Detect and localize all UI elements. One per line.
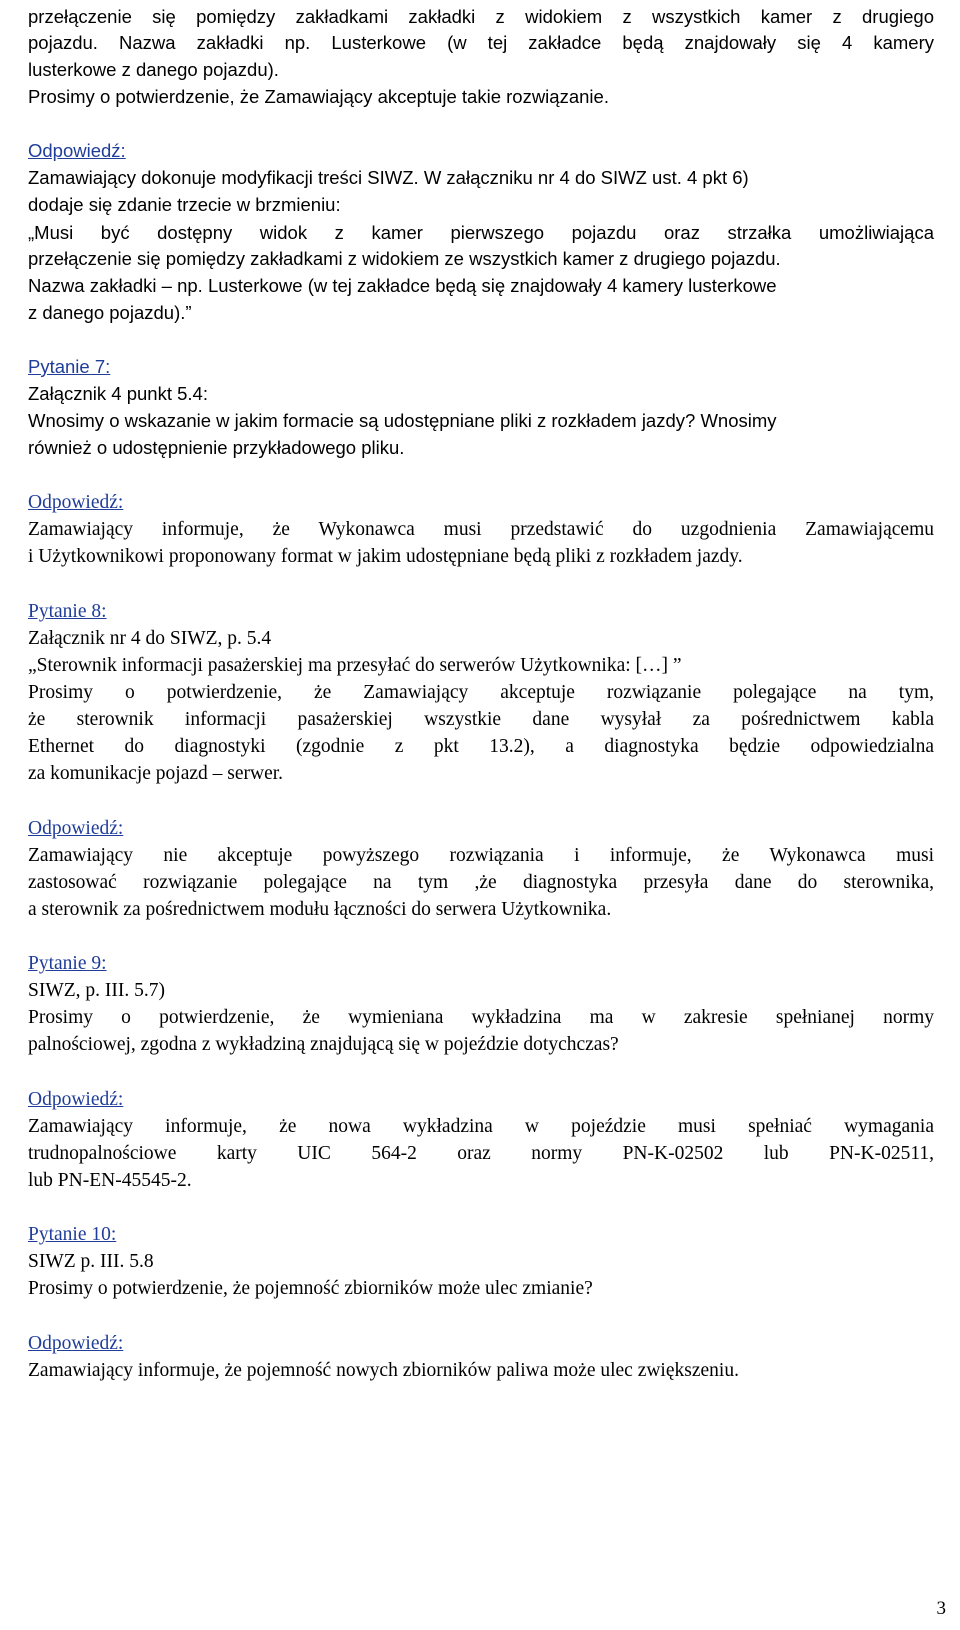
text-line: trudnopalnościowe karty UIC 564-2 oraz normy PN-K-02502 lub PN-K-02511,	[28, 1143, 934, 1164]
text-line: a sterownik za pośrednictwem modułu łączności do serwera Użytkownika.	[28, 899, 612, 920]
question-heading: Pytanie 9:	[28, 953, 107, 974]
text-line: za komunikacje pojazd – serwer.	[28, 763, 284, 784]
answer-heading: Odpowiedź:	[28, 1333, 124, 1354]
answer-heading: Odpowiedź:	[28, 818, 124, 839]
text-line: zastosować rozwiązanie polegające na tym ,że diagnostyka przesyła dane do sterownika,	[28, 872, 934, 893]
text-line: lusterkowe z danego pojazdu).	[28, 59, 279, 80]
text-line: Ethernet do diagnostyki (zgodnie z pkt 13.2), a diagnostyka będzie odpowiedzialna	[28, 736, 934, 757]
question-heading: Pytanie 10:	[28, 1224, 117, 1245]
text-line: SIWZ p. III. 5.8	[28, 1251, 154, 1272]
answer-heading: Odpowiedź:	[28, 140, 126, 161]
text-line: przełączenie się pomiędzy zakładkami zakładki z widokiem z wszystkich kamer z drugiego	[28, 6, 934, 27]
text-line: „Musi być dostępny widok z kamer pierwszego pojazdu oraz strzałka umożliwiająca	[28, 222, 934, 243]
text-line: lub PN-EN-45545-2.	[28, 1170, 192, 1191]
text-line: pojazdu. Nazwa zakładki np. Lusterkowe (w tej zakładce będą znajdowały się 4 kamery	[28, 32, 934, 53]
text-line: Nazwa zakładki – np. Lusterkowe (w tej zakładce będą się znajdowały 4 kamery lusterkowe	[28, 275, 777, 296]
text-line: Załącznik nr 4 do SIWZ, p. 5.4	[28, 628, 272, 649]
answer-heading: Odpowiedź:	[28, 1089, 124, 1110]
text-line: Zamawiający dokonuje modyfikacji treści SIWZ. W załączniku nr 4 do SIWZ ust. 4 pkt 6)	[28, 167, 749, 188]
text-line: że sterownik informacji pasażerskiej wszystkie dane wysyłał za pośrednictwem kabla	[28, 709, 934, 730]
text-line: Prosimy o potwierdzenie, że pojemność zbiorników może ulec zmianie?	[28, 1278, 593, 1299]
text-line: palnościowej, zgodna z wykładziną znajdującą się w pojeździe dotychczas?	[28, 1034, 619, 1055]
text-line: przełączenie się pomiędzy zakładkami z widokiem ze wszystkich kamer z drugiego pojazdu.	[28, 248, 781, 269]
text-line: SIWZ, p. III. 5.7)	[28, 980, 166, 1001]
text-line: Zamawiający informuje, że pojemność nowych zbiorników paliwa może ulec zwiększeniu.	[28, 1360, 739, 1381]
question-heading: Pytanie 7:	[28, 356, 111, 377]
text-line: i Użytkownikowi proponowany format w jakim udostępniane będą pliki z rozkładem jazdy.	[28, 546, 743, 567]
text-line: dodaje się zdanie trzecie w brzmieniu:	[28, 194, 341, 215]
question-heading: Pytanie 8:	[28, 601, 107, 622]
text-line: Prosimy o potwierdzenie, że wymieniana wykładzina ma w zakresie spełnianej normy	[28, 1007, 934, 1028]
text-line: Prosimy o potwierdzenie, że Zamawiający akceptuje rozwiązanie polegające na tym,	[28, 682, 934, 703]
text-line: Zamawiający informuje, że nowa wykładzina w pojeździe musi spełniać wymagania	[28, 1116, 934, 1137]
text-line: również o udostępnienie przykładowego pliku.	[28, 437, 405, 458]
text-line: z danego pojazdu).”	[28, 302, 192, 323]
text-line: Zamawiający informuje, że Wykonawca musi przedstawić do uzgodnienia Zamawiającemu	[28, 519, 934, 540]
answer-heading: Odpowiedź:	[28, 492, 124, 513]
text-line: Zamawiający nie akceptuje powyższego rozwiązania i informuje, że Wykonawca musi	[28, 845, 934, 866]
text-line: „Sterownik informacji pasażerskiej ma przesyłać do serwerów Użytkownika: […] ”	[28, 655, 682, 676]
text-line: Wnosimy o wskazanie w jakim formacie są udostępniane pliki z rozkładem jazdy? Wnosimy	[28, 410, 777, 431]
text-line: Prosimy o potwierdzenie, że Zamawiający akceptuje takie rozwiązanie.	[28, 86, 609, 107]
text-line: Załącznik 4 punkt 5.4:	[28, 383, 208, 404]
page-number: 3	[936, 1598, 946, 1619]
